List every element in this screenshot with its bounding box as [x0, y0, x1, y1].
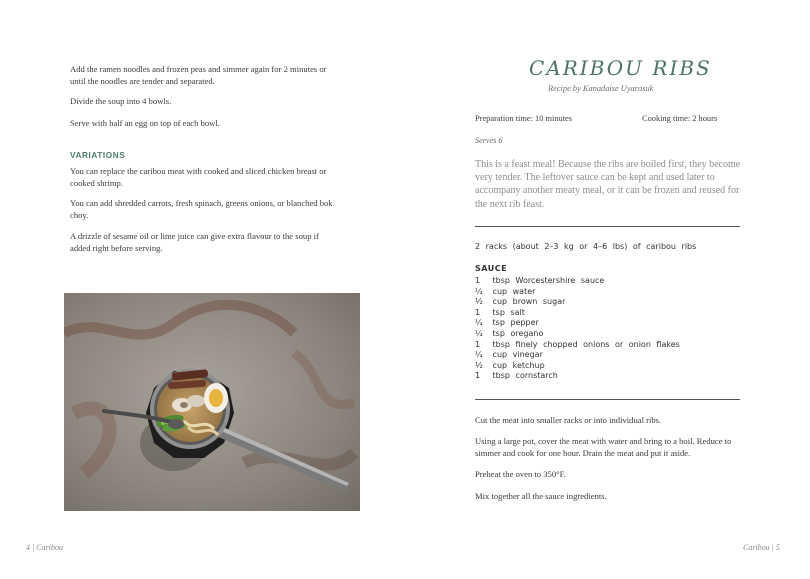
list-item — [475, 340, 680, 351]
recipe-title: CARIBOU RIBS — [529, 56, 712, 80]
main-ingredient: 2 racks (about 2–3 kg or 4–6 lbs) of caribou ribs — [475, 242, 697, 251]
step-add-noodles: Add the ramen noodles and frozen peas and simmer again for 2 minutes or until the noodles are tender and separated. — [70, 64, 327, 86]
ingredient-qty: 1 — [475, 307, 481, 317]
sauce-heading: SAUCE — [475, 264, 508, 273]
list-item — [475, 287, 680, 298]
ingredient-qty: ¼ — [475, 318, 483, 328]
list-item — [475, 371, 680, 382]
step-mix-sauce: Mix together all the sauce ingredients. — [475, 491, 607, 501]
page-footer-left: 4 | Caribou — [26, 543, 63, 552]
ingredient-qty: ¼ — [475, 328, 483, 338]
divider — [475, 399, 740, 400]
list-item — [475, 329, 680, 340]
ingredient-qty: ½ — [475, 297, 483, 307]
prep-time: Preparation time: 10 minutes — [475, 114, 572, 123]
step-serve: Serve with half an egg on top of each bowl. — [70, 118, 220, 128]
ingredient-qty: 1 — [475, 276, 481, 285]
list-item — [475, 361, 680, 372]
list-item — [475, 308, 680, 319]
ingredient-qty: ½ — [475, 360, 483, 370]
variation-item: A drizzle of sesame oil or lime juice can give extra flavour to the soup if added right before serving. — [70, 231, 319, 253]
ingredient-text: tsp pepper — [492, 318, 539, 328]
list-item — [475, 350, 680, 361]
step-cut-meat: Cut the meat into smaller racks or into individual ribs. — [475, 415, 662, 425]
serves: Serves 6 — [475, 136, 503, 145]
list-item — [475, 297, 680, 308]
ingredient-qty: ¼ — [475, 286, 483, 296]
step-boil: Using a large pot, cover the meat with water and bring to a boil. Reduce to simmer and cook for one hour. Drain the meat and put it aside. — [475, 436, 732, 458]
variation-item: You can add shredded carrots, fresh spinach, greens onions, or blanched bok choy. — [70, 198, 333, 220]
ingredient-text: tsp salt — [492, 307, 525, 317]
page-footer-right: Caribou | 5 — [743, 543, 780, 552]
ingredient-text: tsp oregano — [492, 328, 544, 338]
ramen-bowl-photo — [64, 293, 360, 511]
divider — [475, 226, 740, 227]
ingredient-qty: 1 — [475, 339, 481, 349]
list-item — [475, 276, 680, 287]
variation-item: You can replace the caribou meat with cooked and sliced chicken breast or cooked shrimp. — [70, 166, 327, 188]
ingredient-text: cup ketchup — [492, 360, 545, 370]
ingredient-text: tbsp Worcestershire sauce — [492, 276, 605, 285]
list-item — [475, 318, 680, 329]
recipe-byline: Recipe by Kanadaise Uyarasuk — [548, 84, 654, 93]
recipe-intro: This is a feast meal! Because the ribs are boiled first, they become very tender. The leftover sauce can be kept and used later to accompany another meaty meal, or it can be frozen and reused for the next rib feast. — [475, 159, 741, 210]
right-page — [405, 0, 810, 579]
sauce-ingredient-list — [475, 276, 680, 382]
step-divide-soup: Divide the soup into 4 bowls. — [70, 96, 172, 106]
ingredient-text: tbsp cornstarch — [492, 371, 558, 381]
ingredient-text: cup brown sugar — [492, 297, 566, 307]
ramen-bowl-illustration — [64, 293, 360, 511]
variations-heading: VARIATIONS — [70, 151, 126, 160]
ingredient-qty: 1 — [475, 371, 481, 381]
ingredient-text: cup vinegar — [492, 350, 543, 360]
ingredient-text: cup water — [492, 286, 536, 296]
step-preheat: Preheat the oven to 350°F. — [475, 469, 566, 479]
ingredient-qty: ¼ — [475, 350, 483, 360]
cook-time: Cooking time: 2 hours — [642, 114, 718, 123]
ingredient-text: tbsp finely chopped onions or onion flakes — [492, 339, 680, 349]
